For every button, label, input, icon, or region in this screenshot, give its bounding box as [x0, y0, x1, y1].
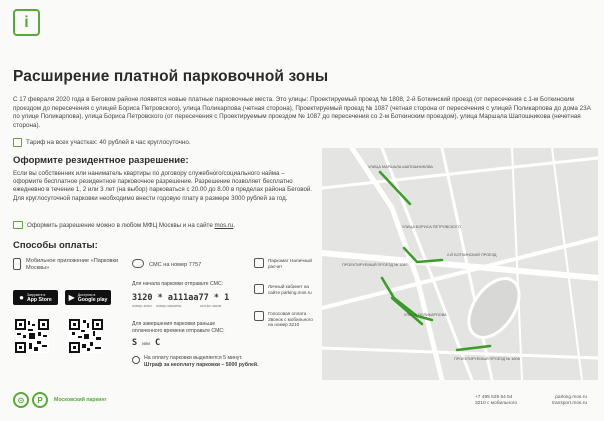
- app-store-big: App Store: [27, 296, 52, 303]
- code-caption-zone: номер зоны: [132, 304, 152, 308]
- method-parkomat: [254, 258, 314, 269]
- parking-zone-map: [322, 148, 598, 380]
- qr-code-google-play[interactable]: [69, 319, 103, 353]
- page-title: Расширение платной парковочной зоны: [13, 68, 329, 85]
- map-label-1087: ПРОЕКТИРУЕМЫЙ ПРОЕЗД № 1087: [342, 263, 408, 267]
- map-label-botkinsky: 2-Й БОТКИНСКИЙ ПРОЕЗД: [447, 253, 497, 257]
- google-play-small: Доступно в: [77, 292, 96, 297]
- map-label-shaposhnikova: УЛИЦА МАРШАЛА ШАПОШНИКОВА: [368, 165, 433, 169]
- parking-p-icon: P: [32, 392, 48, 408]
- footer-phone[interactable]: +7 495 539 54 54: [475, 395, 513, 400]
- resident-note-text: [27, 222, 235, 229]
- stop-c: C: [155, 338, 161, 348]
- payment-warning: [132, 355, 282, 369]
- info-icon: i: [13, 9, 40, 36]
- footer-logo: [13, 392, 107, 408]
- qr-code-app-store[interactable]: [15, 319, 49, 353]
- sms-stop-code: [132, 338, 160, 348]
- apple-icon: ●: [19, 293, 25, 302]
- method-voice: [254, 311, 314, 328]
- stop-s: S: [132, 338, 138, 348]
- mobile-app-label: Мобильное приложение «Парковки Москвы»: [26, 258, 119, 271]
- code-caption-hours: кол-во часов: [200, 304, 222, 308]
- tariff-icon: [13, 138, 22, 147]
- laptop-icon: [254, 284, 264, 294]
- method-voice-label: Голосовая оплата Звонок с мобильного на номер 3210: [268, 311, 313, 328]
- note-suffix: .: [233, 221, 236, 229]
- app-store-small: Загрузите в: [27, 292, 46, 297]
- google-play-badge[interactable]: [65, 290, 111, 305]
- method-cabinet-label: Личный кабинет на сайте parking.mos.ru: [268, 284, 312, 295]
- document-icon: [13, 221, 23, 229]
- tariff-line: [13, 138, 191, 147]
- resident-heading: Оформите резидентное разрешение:: [13, 155, 189, 166]
- footer-short: 3210 с мобильного: [475, 401, 518, 407]
- phone-call-icon: [254, 311, 264, 321]
- payment-heading: Способы оплаты:: [13, 240, 98, 251]
- map-label-polikarpova: УЛИЦА ПОЛИКАРПОВА: [404, 313, 447, 317]
- method-cabinet: [254, 284, 314, 295]
- play-icon: ▶: [68, 293, 75, 302]
- warn-time: На оплату парковки выделяется 5 минут.: [144, 355, 243, 361]
- mos-ru-link[interactable]: mos.ru: [214, 221, 234, 229]
- sms-start-code: 3120 * a111aa77 * 1: [132, 293, 230, 303]
- footer-contacts: [475, 395, 587, 407]
- warn-fine: Штраф за неоплату парковки – 5000 рублей.: [144, 362, 259, 368]
- phone-icon: [13, 258, 21, 270]
- tariff-text: Тариф на всех участках: 40 рублей в час круглосуточно.: [26, 139, 191, 146]
- location-pin-icon: ⊙: [13, 392, 29, 408]
- method-parkomat-label: Паркомат Наличный расчет: [268, 258, 312, 269]
- note-prefix: Оформить разрешение можно в любом МФЦ Москвы и на сайте: [27, 221, 215, 229]
- sms-start-label: Для начала парковки отправьте СМС:: [132, 281, 224, 287]
- sms-end-label: Для завершения парковки раньше оплаченного времени отправьте СМС:: [132, 321, 225, 334]
- app-store-badge[interactable]: [13, 290, 58, 305]
- resident-text: Если вы собственник или наниматель квартиры по договору служебного/социального найма – оформите бесплатное резидентное парковочное разрешение. Разрешение позволяет бесплатно ежедневно в течение 1, 2 или 3 лет (на выбор) парковаться с 20.00 до 8.00 в пределах района Беговой. Для круглосуточной парковки необходимо внести годовую плату в размере 3000 рублей за год.: [13, 170, 313, 202]
- stop-or: или: [142, 341, 150, 346]
- clock-icon: [132, 356, 140, 364]
- google-play-big: Google play: [77, 296, 108, 303]
- sms-number: СМС на номер 7757: [149, 262, 202, 268]
- intro-text: С 17 февраля 2020 года в Беговом районе появятся новые платные парковочные места. Это улицы: Проектируемый проезд № 1808, 2-й Боткинский проезд (от пересечения с 1-м Боткинским проездом до пересечения с улицей Бориса Петровского), улица Поликарпова (четная сторона), Проектируемый проезд № 1087 (четная сторона от пересечения с улицей Поликарпова до дома 23А по улице Поликарпова), улица Бориса Петровского (от пересечения с Проектируемым проездом № 1087 до пересечения со 2-м Боткинским проездом), улица Маршала Шапошникова (нечетная сторона).: [13, 96, 591, 129]
- mobile-app-method: [13, 258, 123, 272]
- map-label-1808: ПРОЕКТИРУЕМЫЙ ПРОЕЗД № 1808: [454, 357, 520, 361]
- map-label-petrovskogo: УЛИЦА БОРИСА ПЕТРОВСКОГО: [402, 225, 461, 229]
- parking-meter-icon: [254, 258, 264, 268]
- sms-icon: [132, 259, 144, 268]
- footer-site[interactable]: parking.mos.ru: [555, 395, 587, 400]
- resident-note: [13, 221, 235, 229]
- code-caption-car: номер машины: [156, 304, 182, 308]
- brand-name: Московский паркинг: [54, 396, 107, 403]
- footer-site2[interactable]: transport.mos.ru: [552, 401, 587, 407]
